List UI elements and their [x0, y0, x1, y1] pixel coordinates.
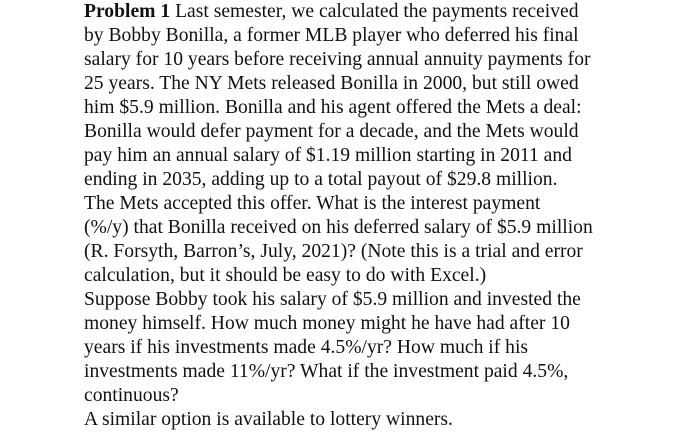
problem-line-13: Suppose Bobby took his salary of $5.9 million and invested the [84, 289, 581, 310]
problem-line-16: investments made 11%/yr? What if the investment paid 4.5%, [84, 361, 569, 382]
problem-line-8: ending in 2035, adding up to a total payout of $29.8 million. [84, 169, 558, 190]
problem-line-5: him $5.9 million. Bonilla and his agent offered the Mets a deal: [84, 97, 582, 118]
problem-line-15: years if his investments made 4.5%/yr? How much if his [84, 337, 529, 358]
problem-line-10: (%/y) that Bonilla received on his deferred salary of $5.9 million [84, 217, 593, 238]
problem-heading: Problem 1 [84, 1, 171, 22]
problem-line-9: The Mets accepted this offer. What is the interest payment [84, 193, 541, 214]
problem-line-7: pay him an annual salary of $1.19 million starting in 2011 and [84, 145, 572, 166]
problem-line-6: Bonilla would defer payment for a decade, and the Mets would [84, 121, 579, 142]
problem-line-12: calculation, but it should be easy to do with Excel.) [84, 265, 487, 286]
problem-line-18: A similar option is available to lottery winners. [84, 409, 453, 430]
problem-line-2: by Bobby Bonilla, a former MLB player who deferred his final [84, 25, 579, 46]
problem-line-1 [84, 0, 579, 24]
problem-line-17: continuous? [84, 385, 179, 406]
problem-line-3: salary for 10 years before receiving annual annuity payments for [84, 49, 591, 70]
problem-line-4: 25 years. The NY Mets released Bonilla in 2000, but still owed [84, 73, 579, 94]
problem-line-14: money himself. How much money might he have had after 10 [84, 313, 570, 334]
problem-line-text: Last semester, we calculated the payments received [170, 1, 579, 22]
problem-line-11: (R. Forsyth, Barron’s, July, 2021)? (Note this is a trial and error [84, 241, 583, 262]
